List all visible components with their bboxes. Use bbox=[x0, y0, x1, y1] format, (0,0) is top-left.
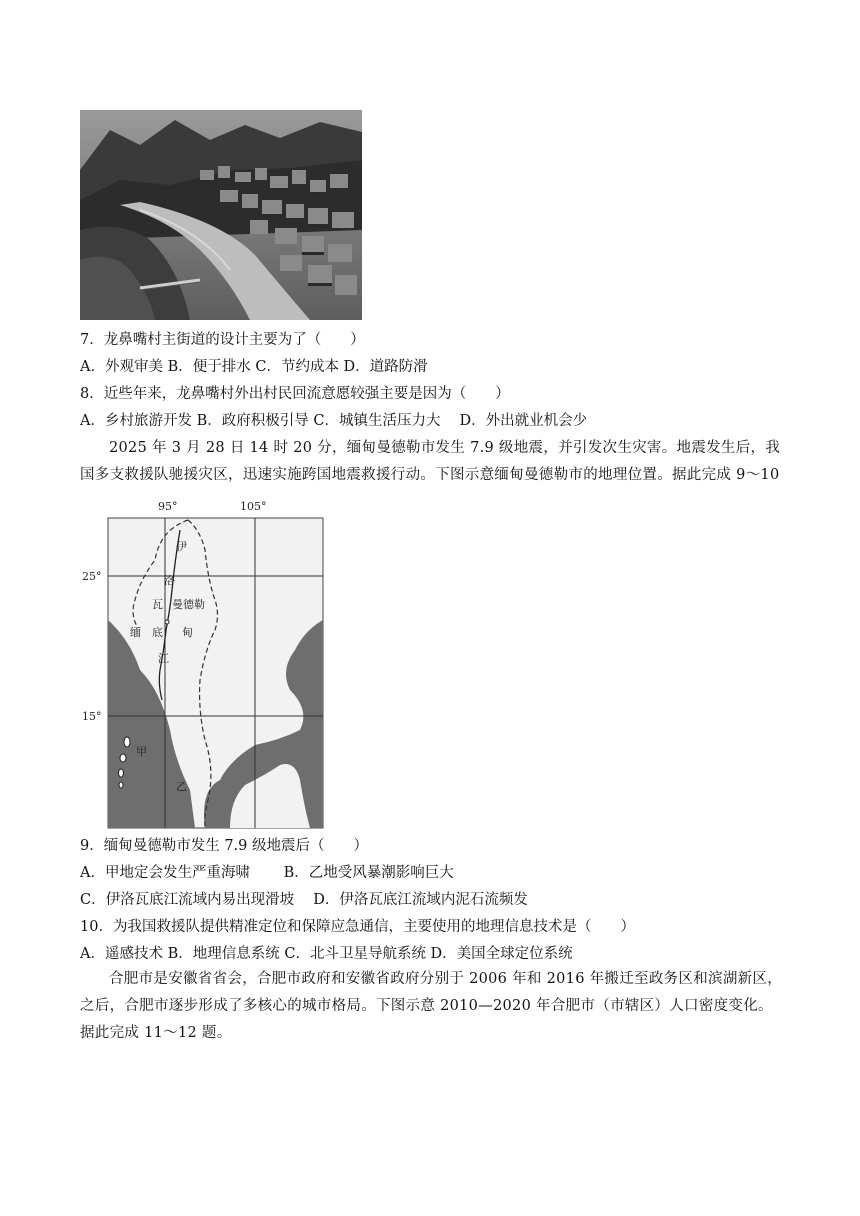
q10-stem: 10．为我国救援队提供精准定位和保障应急通信，主要使用的地理信息技术是（ ） bbox=[80, 919, 635, 935]
river-char-1: 伊 bbox=[176, 540, 187, 553]
point-jia-label: 甲 bbox=[136, 745, 147, 758]
lat-15-label: 15° bbox=[82, 710, 102, 723]
river-char-2: 洛 bbox=[164, 574, 175, 587]
lon-105-label: 105° bbox=[240, 500, 267, 513]
q8-options: A．乡村旅游开发 B．政府积极引导 C．城镇生活压力大 D．外出就业机会少 bbox=[80, 413, 588, 429]
q10-options: A．遥感技术 B．地理信息系统 C．北斗卫星导航系统 D．美国全球定位系统 bbox=[80, 946, 573, 962]
river-char-3: 瓦 bbox=[152, 598, 163, 611]
river-char-5: 江 bbox=[158, 652, 169, 665]
passage-hefei bbox=[80, 966, 785, 1047]
point-yi-label: 乙 bbox=[176, 780, 187, 793]
city-label: 曼德勒 bbox=[172, 598, 205, 611]
myanmar-map bbox=[80, 490, 330, 830]
country-char-1: 缅 bbox=[130, 626, 141, 639]
passage-earthquake-text: 2025 年 3 月 28 日 14 时 20 分，缅甸曼德勒市发生 7.9 级地震，并引发次生灾害。地震发生后，我国多支救援队驰援灾区，迅速实施跨国地震救援行动。下图示意缅甸曼德勒市的地理位置。据此完成 9～10 bbox=[80, 440, 781, 483]
river-char-4: 底 bbox=[152, 626, 163, 639]
lat-25-label: 25° bbox=[82, 570, 102, 583]
country-char-2: 甸 bbox=[182, 626, 193, 639]
q8-stem: 8．近些年来，龙鼻嘴村外出村民回流意愿较强主要是因为（ ） bbox=[80, 386, 510, 402]
lon-95-label: 95° bbox=[158, 500, 178, 513]
passage-hefei-text: 合肥市是安徽省省会，合肥市政府和安徽省政府分别于 2006 年和 2016 年搬迁至政务区和滨湖新区，之后，合肥市逐步形成了多核心的城市格局。下图示意 2010—2020 年合肥市（市辖区）人口密度变化。据此完成 11～12 题。 bbox=[80, 971, 783, 1041]
q9-stem: 9．缅甸曼德勒市发生 7.9 级地震后（ ） bbox=[80, 838, 369, 854]
q9-options-row1: A．甲地定会发生严重海啸 B．乙地受风暴潮影响巨大 bbox=[80, 865, 454, 881]
q9-options-row2: C．伊洛瓦底江流域内易出现滑坡 D．伊洛瓦底江流域内泥石流频发 bbox=[80, 892, 528, 908]
q7-stem: 7．龙鼻嘴村主街道的设计主要为了（ ） bbox=[80, 332, 365, 348]
village-photo bbox=[80, 110, 362, 320]
q7-options: A．外观审美 B．便于排水 C．节约成本 D．道路防滑 bbox=[80, 359, 428, 375]
